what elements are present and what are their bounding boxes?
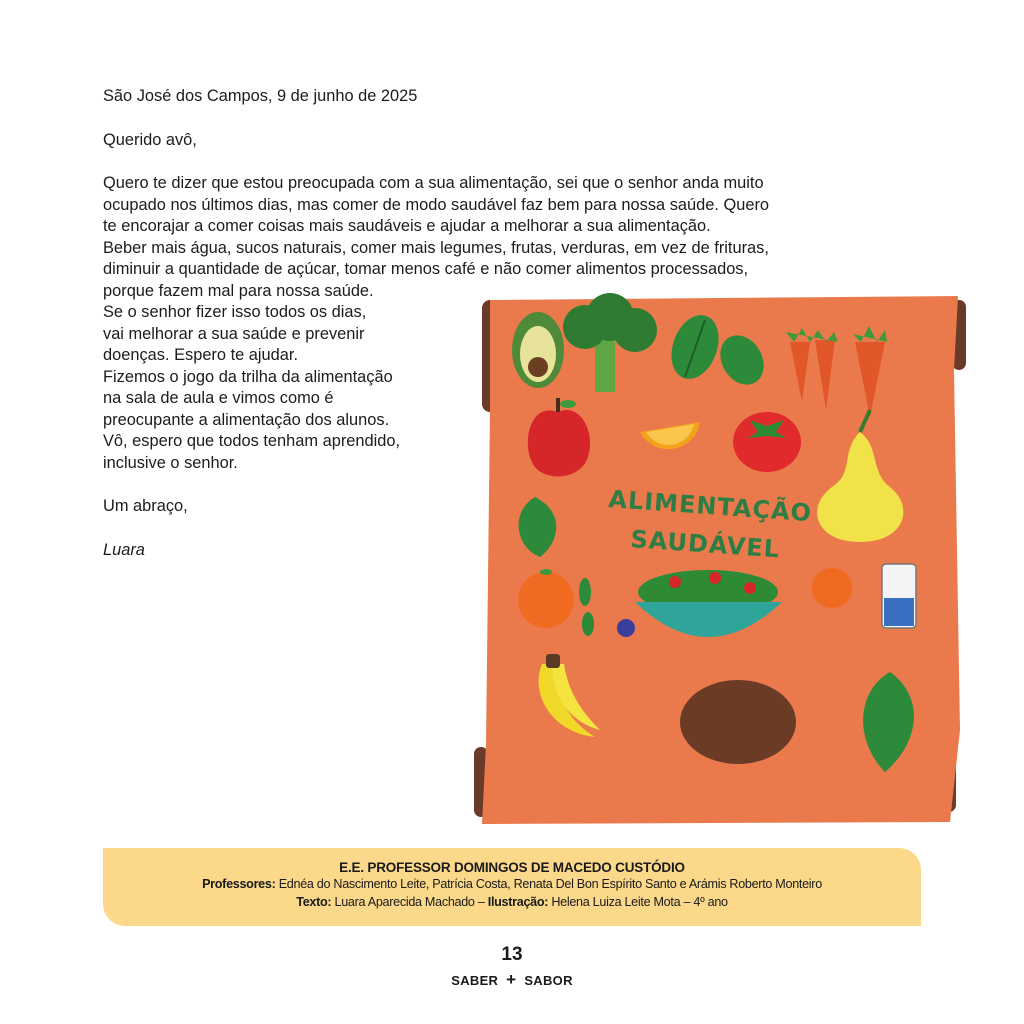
letter-line: na sala de aula e vimos como é (103, 389, 334, 407)
avocado-icon (512, 312, 564, 388)
grade: 4º ano (693, 895, 728, 909)
drawing-title-line1: ALIMENTAÇÃO (607, 485, 813, 528)
brand-line (0, 970, 1024, 990)
letter-line: Quero te dizer que estou preocupada com a sua alimentação, sei que o senhor anda muito (103, 174, 764, 192)
teachers-line (103, 875, 921, 893)
illustration-label: Ilustração: (487, 895, 549, 909)
text-author: Luara Aparecida Machado (334, 895, 475, 909)
tangerine-icon (812, 568, 852, 608)
school-name: E.E. PROFESSOR DOMINGOS DE MACEDO CUSTÓDIO (339, 860, 685, 875)
letter-line: Vô, espero que todos tenham aprendido, (103, 432, 401, 450)
tomato-icon (733, 412, 801, 472)
healthy-food-illustration (460, 292, 990, 832)
letter-place-date: São José dos Campos, 9 de junho de 2025 (103, 87, 418, 105)
letter-signature: Luara (103, 540, 145, 559)
letter-closing: Um abraço, (103, 497, 188, 515)
credits-box (103, 848, 921, 926)
letter-line: ocupado nos últimos dias, mas comer de modo saudável faz bem para nossa saúde. Quero (103, 195, 770, 214)
separator: – (683, 895, 691, 909)
letter-line: vai melhorar a sua saúde e prevenir (103, 324, 365, 343)
blueberry-icon (617, 619, 635, 637)
water-glass-icon (882, 564, 916, 628)
teachers-names: Ednéa do Nascimento Leite, Patrícia Costa, Renata Del Bon Espírito Santo e Arámis Roberto Monteiro (278, 877, 822, 891)
page-number: 13 (501, 944, 523, 965)
separator: – (477, 895, 485, 909)
brand-plus: + (506, 970, 517, 989)
letter-line: preocupante a alimentação dos alunos. (103, 410, 390, 429)
letter-line: inclusive o senhor. (103, 453, 238, 472)
coffee-bowl-icon (680, 680, 796, 764)
brand-saber: SABER (451, 973, 499, 988)
letter-line: diminuir a quantidade de açúcar, tomar menos café e não comer alimentos processados, (103, 260, 749, 278)
letter-line: doenças. Espero te ajudar. (103, 346, 298, 364)
teachers-label: Professores: (202, 877, 276, 891)
illustrator: Helena Luiza Leite Mota (551, 895, 681, 909)
brand-sabor: SABOR (524, 973, 573, 988)
letter-line: Se o senhor fizer isso todos os dias, (103, 303, 367, 321)
letter-line: Fizemos o jogo da trilha da alimentação (103, 367, 393, 386)
drawing-title-line2: SAUDÁVEL (629, 525, 781, 564)
letter-line: Beber mais água, sucos naturais, comer mais legumes, frutas, verduras, em vez de frituras, (103, 238, 769, 257)
text-label: Texto: (296, 895, 332, 909)
authors-line (103, 893, 921, 911)
letter-line: porque fazem mal para nossa saúde. (103, 281, 374, 300)
letter-greeting: Querido avô, (103, 130, 197, 149)
letter-line: te encorajar a comer coisas mais saudáveis e ajudar a melhorar a sua alimentação. (103, 217, 711, 235)
